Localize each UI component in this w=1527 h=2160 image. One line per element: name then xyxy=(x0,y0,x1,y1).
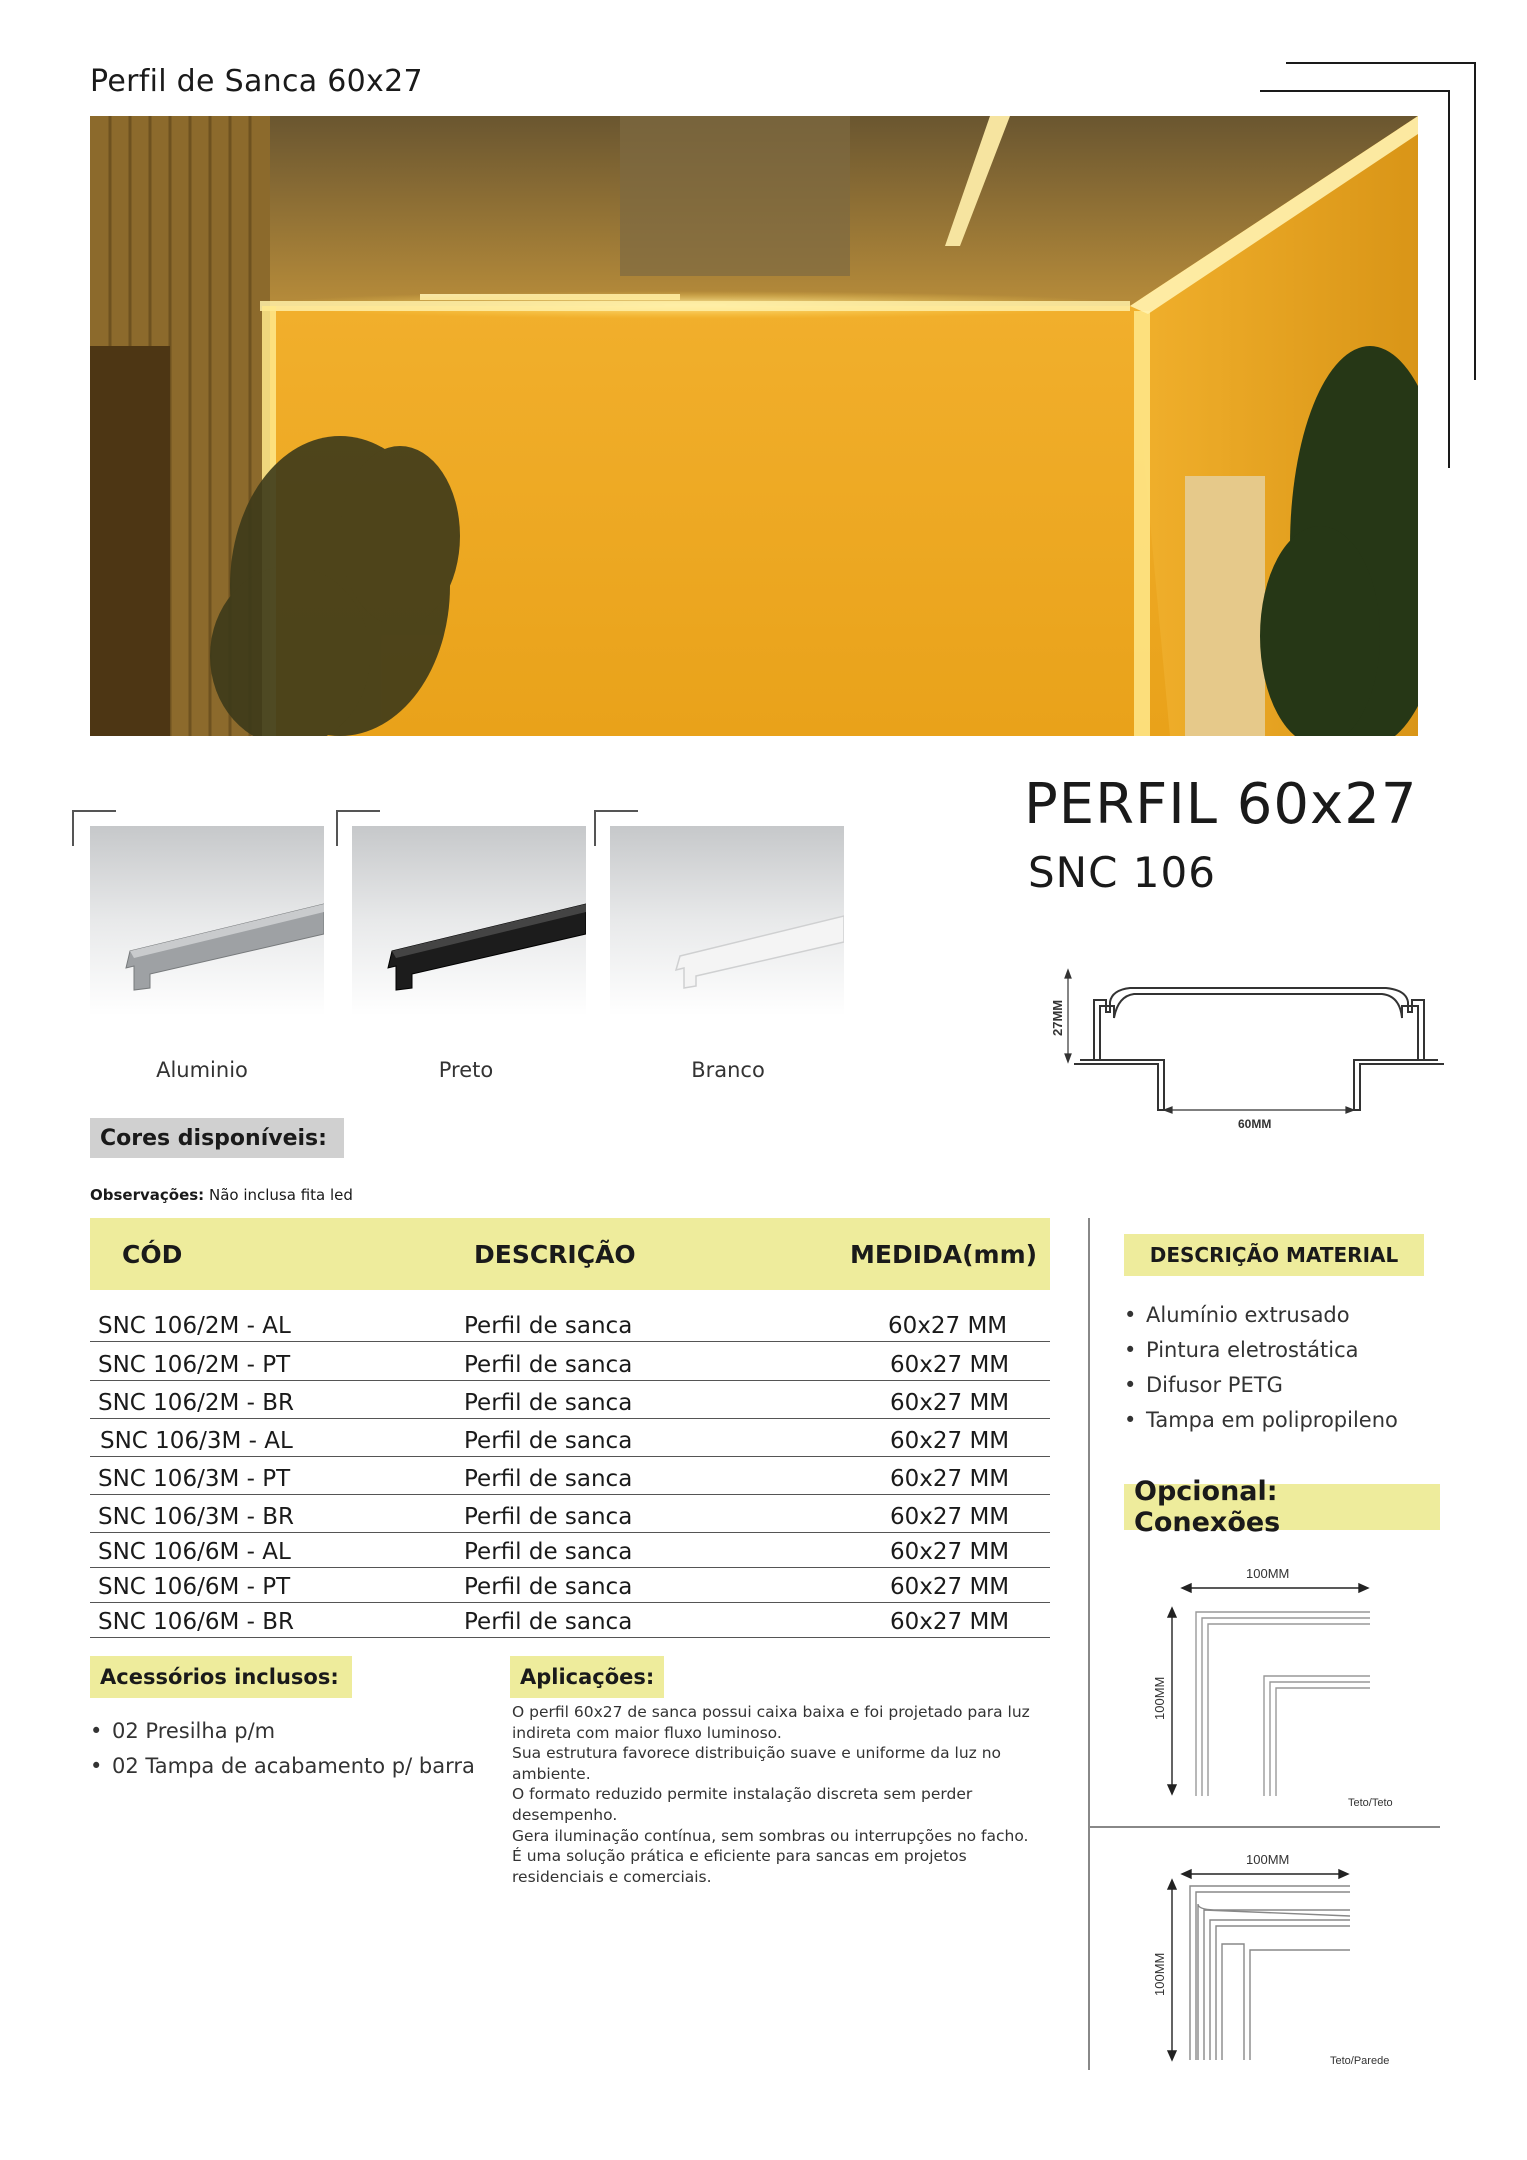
cell-description: Perfil de sanca xyxy=(464,1504,633,1530)
cell-code: SNC 106/2M - PT xyxy=(98,1352,291,1378)
applications-line: Gera iluminação contínua, sem sombras ou interrupções no facho. xyxy=(512,1826,1029,1845)
applications-heading-text: Aplicações: xyxy=(520,1665,655,1689)
applications-text xyxy=(512,1702,1042,1887)
applications-line: O perfil 60x27 de sanca possui caixa baixa e foi projetado para luz xyxy=(512,1703,1030,1721)
cell-description: Perfil de sanca xyxy=(464,1574,633,1600)
applications-line: O formato reduzido permite instalação discreta sem perder xyxy=(512,1785,973,1804)
cell-measure: 60x27 MM xyxy=(888,1313,1008,1339)
cell-code: SNC 106/3M - PT xyxy=(98,1466,291,1492)
material-heading-text: DESCRIÇÃO MATERIAL xyxy=(1149,1243,1399,1267)
col-header-descricao: DESCRIÇÃO xyxy=(474,1240,636,1269)
column-divider xyxy=(1088,1218,1090,2070)
table-header xyxy=(90,1218,1050,1290)
page-title: Perfil de Sanca 60x27 xyxy=(90,64,423,99)
list-item: • Alumínio extrusado xyxy=(1124,1298,1398,1333)
colors-heading xyxy=(90,1118,344,1158)
applications-line: indireta com maior fluxo luminoso. xyxy=(512,1723,782,1742)
connection-1-height: 100MM xyxy=(1152,1676,1167,1720)
color-label-preto: Preto xyxy=(438,1058,494,1082)
list-item: • Tampa em polipropileno xyxy=(1124,1403,1398,1438)
cell-code: SNC 106/2M - BR xyxy=(98,1390,294,1416)
swatch-preto xyxy=(352,826,586,1016)
swatch-branco xyxy=(610,826,844,1016)
corner-decoration xyxy=(1474,62,1476,380)
hero-photo xyxy=(90,116,1418,736)
table-row xyxy=(90,1602,1050,1638)
list-item: • 02 Tampa de acabamento p/ barra xyxy=(90,1749,475,1784)
material-heading xyxy=(1124,1234,1424,1276)
connection-teto-teto-diagram xyxy=(1140,1560,1430,1820)
cell-measure: 60x27 MM xyxy=(890,1539,1010,1565)
material-list xyxy=(1124,1298,1398,1438)
color-label-aluminio: Aluminio xyxy=(156,1058,248,1082)
accessories-heading-text: Acessórios inclusos: xyxy=(100,1665,339,1689)
observations xyxy=(90,1186,353,1204)
applications-line: ambiente. xyxy=(512,1764,591,1783)
applications-line: Sua estrutura favorece distribuição suave e uniforme da luz no xyxy=(512,1744,1002,1763)
drawing-height-label: 27MM xyxy=(1050,999,1065,1036)
table-row xyxy=(90,1345,1050,1381)
table-row xyxy=(90,1383,1050,1419)
color-label-branco: Branco xyxy=(691,1058,765,1082)
cell-measure: 60x27 MM xyxy=(890,1466,1010,1492)
applications-heading xyxy=(510,1656,664,1698)
corner-decoration xyxy=(1260,90,1450,92)
drawing-width-label: 60MM xyxy=(1238,1117,1272,1131)
colors-heading-text: Cores disponíveis: xyxy=(100,1125,327,1151)
connection-2-height: 100MM xyxy=(1152,1952,1167,1996)
table-row xyxy=(90,1567,1050,1603)
connection-2-width: 100MM xyxy=(1246,1852,1290,1867)
cell-measure: 60x27 MM xyxy=(890,1352,1010,1378)
observations-text: Não inclusa fita led xyxy=(208,1186,353,1204)
optional-heading xyxy=(1124,1476,1440,1538)
cell-measure: 60x27 MM xyxy=(890,1390,1010,1416)
swatch-aluminio xyxy=(90,826,324,1016)
cell-description: Perfil de sanca xyxy=(464,1390,633,1416)
list-item: • Difusor PETG xyxy=(1124,1368,1398,1403)
applications-line: desempenho. xyxy=(512,1805,618,1824)
product-name: PERFIL 60x27 xyxy=(1024,772,1418,837)
connection-1-label: Teto/Teto xyxy=(1348,1797,1393,1809)
optional-heading-text: Opcional: Conexões xyxy=(1134,1476,1281,1538)
accessories-list xyxy=(90,1714,475,1784)
applications-line: É uma solução prática e eficiente para sancas em projetos xyxy=(512,1847,967,1866)
accessories-heading xyxy=(90,1656,352,1698)
cell-measure: 60x27 MM xyxy=(890,1428,1010,1454)
cell-description: Perfil de sanca xyxy=(464,1352,633,1378)
cell-description: Perfil de sanca xyxy=(464,1428,633,1454)
table-row xyxy=(90,1306,1050,1342)
product-code: SNC 106 xyxy=(1028,848,1216,897)
cell-description: Perfil de sanca xyxy=(464,1609,633,1635)
table-row xyxy=(90,1421,1050,1457)
cell-code: SNC 106/6M - PT xyxy=(98,1574,291,1600)
connection-2-label: Teto/Parede xyxy=(1330,2055,1390,2067)
cell-description: Perfil de sanca xyxy=(464,1539,633,1565)
cell-measure: 60x27 MM xyxy=(890,1609,1010,1635)
cell-description: Perfil de sanca xyxy=(464,1313,633,1339)
cell-description: Perfil de sanca xyxy=(464,1466,633,1492)
observations-label: Observações: xyxy=(90,1186,205,1204)
connections-divider xyxy=(1088,1826,1440,1828)
applications-line: residenciais e comerciais. xyxy=(512,1867,712,1886)
corner-decoration xyxy=(1286,62,1476,64)
cell-code: SNC 106/3M - BR xyxy=(98,1504,294,1530)
col-header-cod: CÓD xyxy=(122,1240,183,1269)
cell-code: SNC 106/2M - AL xyxy=(98,1313,291,1339)
table-row xyxy=(90,1497,1050,1533)
cell-code: SNC 106/6M - AL xyxy=(98,1539,291,1565)
cell-code: SNC 106/6M - BR xyxy=(98,1609,294,1635)
profile-technical-drawing xyxy=(1050,960,1450,1140)
list-item: • 02 Presilha p/m xyxy=(90,1714,475,1749)
table-row xyxy=(90,1532,1050,1568)
connection-1-width: 100MM xyxy=(1246,1566,1290,1581)
cell-measure: 60x27 MM xyxy=(890,1504,1010,1530)
cell-code: SNC 106/3M - AL xyxy=(100,1428,293,1454)
table-row xyxy=(90,1459,1050,1495)
cell-measure: 60x27 MM xyxy=(890,1574,1010,1600)
corner-decoration xyxy=(1448,90,1450,468)
connection-teto-parede-diagram xyxy=(1140,1846,1430,2076)
col-header-medida: MEDIDA(mm) xyxy=(850,1240,1038,1269)
list-item: • Pintura eletrostática xyxy=(1124,1333,1398,1368)
